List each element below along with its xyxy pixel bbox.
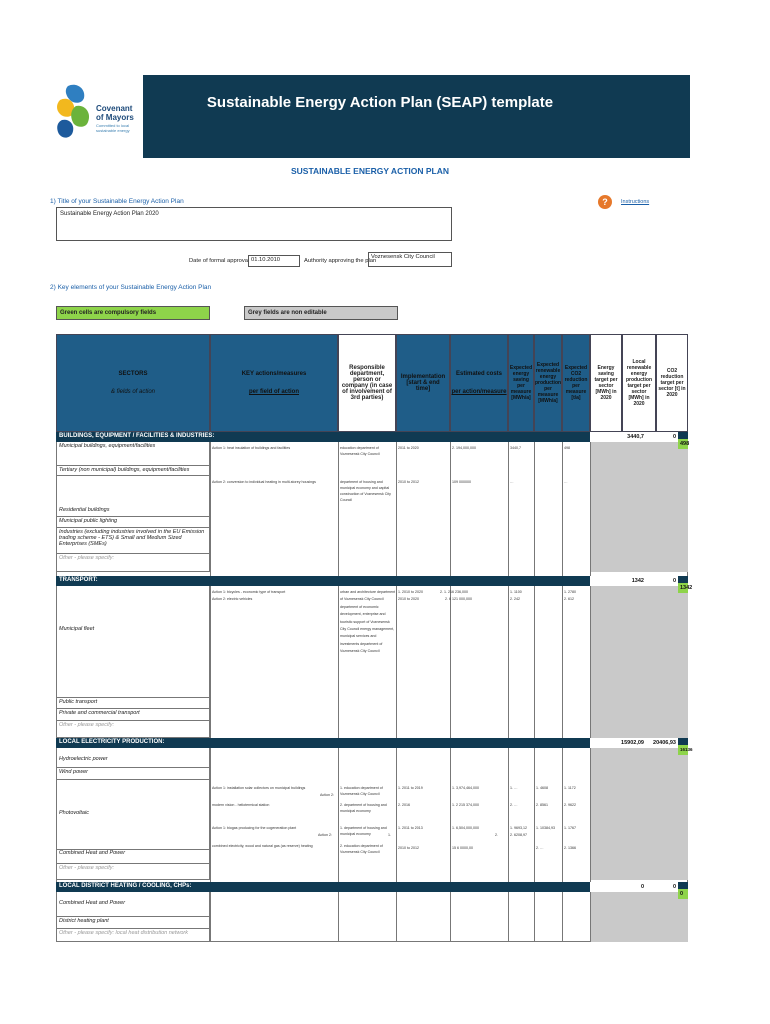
help-button[interactable]: ? <box>598 195 612 209</box>
grey-target-transport <box>590 586 688 738</box>
transport-co2-1[interactable]: 1. 2780 <box>564 590 576 594</box>
electricity-resp2[interactable]: 2. department of housing and municipal economy <box>340 803 387 813</box>
section-heating-title: LOCAL DISTRICT HEATING / COOLING, CHPs: <box>59 883 192 889</box>
electricity-cost2[interactable]: 1. 2 215 374,000 <box>452 803 479 807</box>
transport-saving-total: 1342 <box>590 576 646 586</box>
transport-saving1[interactable]: 1. 1100 <box>510 590 522 594</box>
col-divider <box>338 432 339 942</box>
logo-wordmark: Covenant of Mayors <box>96 104 134 122</box>
row-hydroelectric[interactable]: Hydroelectric power <box>56 748 210 768</box>
section-transport <box>56 576 693 591</box>
header-per-field-text: per field of action <box>248 389 299 395</box>
date-approval-label: Date of formal approval <box>189 258 250 264</box>
electricity-cost3b[interactable]: 2. <box>495 833 498 837</box>
header-implementation: Implementation [start & end time] <box>396 334 450 432</box>
col-divider <box>590 432 591 942</box>
electricity-saving4[interactable]: 2. … <box>536 846 544 850</box>
header-sectors <box>56 334 210 432</box>
buildings-saving1[interactable]: 3440,7 <box>510 446 521 450</box>
electricity-resp3b[interactable]: 1. <box>388 833 391 837</box>
buildings-cost1[interactable]: 2. 194,000,000 <box>452 446 476 450</box>
buildings-resp1[interactable]: education department of Voznesensk City Council <box>340 446 380 456</box>
heating-co2-total: 0 <box>678 889 688 899</box>
grey-target-buildings <box>590 442 688 572</box>
electricity-cost1[interactable]: 1. 3,974,464,000 <box>452 786 479 790</box>
transport-resp[interactable]: urban and architecture department of Voznesensk City Council department of economic development, enterprise and touristic support of Voznesensk City Council energy management, municipal services and investments department of Voznesensk City Council <box>340 590 396 654</box>
transport-co2-2[interactable]: 2. 612 <box>564 597 574 601</box>
col-divider <box>396 432 397 942</box>
section-buildings-title: BUILDINGS, EQUIPMENT / FACILITIES & INDUSTRIES: <box>59 433 215 439</box>
heating-prod-total: 0 <box>646 882 678 892</box>
buildings-co2-2[interactable]: … <box>564 480 568 484</box>
row-district-heating[interactable]: District heating plant <box>56 917 210 929</box>
transport-cost1[interactable]: 2. 1. 216 236,000 <box>440 590 468 594</box>
header-key-actions <box>210 334 338 432</box>
row-residential-buildings[interactable]: Residential buildings <box>56 476 210 517</box>
col-divider <box>562 432 563 942</box>
header-costs-sub-text: per action/measure <box>451 389 507 395</box>
row-industries[interactable]: Industries (excluding industries involved in the EU Emission trading scheme - ETS) & Small and Medium Sized Enterprises (SMEs) <box>56 528 210 554</box>
authority-label: Authority approving the plan <box>304 258 377 264</box>
col-divider <box>508 432 509 942</box>
row-chp[interactable]: Combined Heat and Power <box>56 820 210 864</box>
heating-saving-total: 0 <box>590 882 646 892</box>
plan-title-field[interactable]: Sustainable Energy Action Plan 2020 <box>56 207 452 241</box>
row-municipal-fleet[interactable]: Municipal fleet <box>56 586 210 698</box>
row-heating-other[interactable]: Other - please specify: local heat distribution network <box>56 929 210 942</box>
section-electricity <box>56 738 693 752</box>
header-sectors-text: SECTORS <box>118 371 148 377</box>
transport-impl2[interactable]: 2010 to 2020 <box>398 597 419 601</box>
transport-co2-total: 1342 <box>680 585 693 591</box>
header-saving: Expected energy saving per measure [MWh/a] <box>508 334 534 432</box>
instructions-link[interactable]: Instructions <box>621 199 650 205</box>
header-costs <box>450 334 508 432</box>
electricity-action3b[interactable]: Action 2: <box>318 833 332 837</box>
electricity-action4[interactable]: combined electricity, wood and natural gas (as reserve) heating <box>212 844 313 848</box>
legend-green-cells: Green cells are compulsory fields <box>56 306 210 320</box>
row-transport-other[interactable]: Other - please specify: <box>56 721 210 738</box>
header-costs-text: Estimated costs <box>455 371 503 377</box>
buildings-saving2[interactable]: … <box>510 480 514 484</box>
header-banner <box>48 75 690 158</box>
electricity-resp3[interactable]: 1. department of housing and municipal economy <box>340 826 387 836</box>
legend-grey-cells: Grey fields are non editable <box>244 306 398 320</box>
banner-title: Sustainable Energy Action Plan (SEAP) template <box>206 94 554 111</box>
electricity-co2-2[interactable]: 2. 9622 <box>564 803 576 807</box>
electricity-saving-total: 15902,09 <box>590 738 646 748</box>
section2-label: 2) Key elements of your Sustainable Energy Action Plan <box>50 284 212 291</box>
electricity-cost3[interactable]: 1. 6,504,000,000 <box>452 826 479 830</box>
header-co2: Expected CO2 reduction per measure [t/a] <box>562 334 590 432</box>
electricity-prod2[interactable]: 2. 8561 <box>536 803 548 807</box>
buildings-resp2[interactable]: department of housing and municipal economy and capital construction of Voznesensk City Council <box>340 480 391 502</box>
header-fields-text: & fields of action <box>110 389 156 395</box>
electricity-impl1[interactable]: 1. 2011 to 2019 <box>398 786 423 790</box>
electricity-action1[interactable]: Action 1: installation solar collectors on municipal buildings <box>212 786 306 790</box>
authority-field[interactable]: Voznesensk City Council <box>368 252 452 267</box>
transport-action2[interactable]: Action 2: electric vehicles <box>212 597 253 601</box>
electricity-saving3b[interactable]: 2. 6208,97 <box>510 833 527 837</box>
electricity-co2-3[interactable]: 1. 1767 <box>564 826 576 830</box>
section-transport-title: TRANSPORT: <box>59 577 98 583</box>
buildings-saving-total: 3440,7 <box>590 432 646 442</box>
buildings-co2-total: 498 <box>680 441 690 447</box>
electricity-prod-total: 20406,93 <box>646 738 678 748</box>
row-municipal-buildings[interactable]: Municipal buildings, equipment/facilities <box>56 442 210 466</box>
col-divider <box>450 432 451 942</box>
electricity-saving2[interactable]: 2. … <box>510 803 518 807</box>
row-buildings-other[interactable]: Other - please specify: <box>56 554 210 572</box>
electricity-co2-total: 16136 <box>678 745 688 755</box>
header-co2-target: CO2 reduction target per sector [t] in 2020 <box>656 334 688 432</box>
buildings-action2[interactable]: Action 2: conversion to individual heating in multi-storey housings <box>212 480 316 484</box>
header-production: Expected renewable energy production per measure [MWh/a] <box>534 334 562 432</box>
header-saving-target: Energy saving target per sector [MWh] in 2020 <box>590 334 622 432</box>
header-prod-target: Local renewable energy production target per sector [MWh] in 2020 <box>622 334 656 432</box>
electricity-co2-4[interactable]: 2. 1366 <box>564 846 576 850</box>
section1-label: 1) Title of your Sustainable Energy Action Plan <box>50 198 184 205</box>
row-electricity-other[interactable]: Other - please specify: <box>56 864 210 880</box>
col-divider <box>534 432 535 942</box>
header-responsible: Responsible department, person or company (in case of involvement of 3rd parties) <box>338 334 396 432</box>
electricity-co2-1[interactable]: 1. 1172 <box>564 786 576 790</box>
electricity-prod3[interactable]: 1. 10384,93 <box>536 826 555 830</box>
row-heating-chp[interactable]: Combined Heat and Power <box>56 892 210 917</box>
buildings-prod-total: 0 <box>646 432 678 442</box>
electricity-impl4[interactable]: 2010 to 2012 <box>398 846 419 850</box>
electricity-saving3[interactable]: 1. 9693,12 <box>510 826 527 830</box>
logo-tagline: Committed to local sustainable energy <box>96 123 130 133</box>
transport-action1[interactable]: Action 1: bicycles - economic type of transport <box>212 590 286 594</box>
transport-prod-total: 0 <box>646 576 678 586</box>
buildings-co2-1[interactable]: 498 <box>564 446 570 450</box>
electricity-saving1[interactable]: 1. … <box>510 786 518 790</box>
header-key-actions-text: KEY actions/measures <box>241 371 307 377</box>
row-private-transport[interactable]: Private and commercial transport <box>56 709 210 721</box>
row-photovoltaic[interactable]: Photovoltaic <box>56 780 210 850</box>
electricity-impl3[interactable]: 1. 2011 to 2013 <box>398 826 423 830</box>
electricity-cost4[interactable]: 15 6 0000,00 <box>452 846 473 850</box>
electricity-action2[interactable]: modern vision - heliotermical station <box>212 803 270 807</box>
covenant-logo-icon <box>54 82 94 140</box>
buildings-cost2[interactable]: 109 000000 <box>452 480 471 484</box>
col-divider <box>210 432 211 942</box>
electricity-impl2[interactable]: 2. 2016 <box>398 803 410 807</box>
plan-title: SUSTAINABLE ENERGY ACTION PLAN <box>290 166 450 176</box>
buildings-action1[interactable]: Action 1: heat insulation of buildings and facilities <box>212 446 291 450</box>
section-electricity-title: LOCAL ELECTRICITY PRODUCTION: <box>59 739 165 745</box>
date-approval-field[interactable]: 01.10.2010 <box>248 255 300 267</box>
row-wind[interactable]: Wind power <box>56 768 210 780</box>
transport-saving2[interactable]: 2. 242 <box>510 597 520 601</box>
electricity-action1b[interactable]: Action 2: <box>320 793 334 797</box>
grey-target-heating <box>590 892 688 942</box>
transport-impl1[interactable]: 1. 2010 to 2020 <box>398 590 423 594</box>
row-public-transport[interactable]: Public transport <box>56 698 210 709</box>
grey-target-electricity <box>590 748 688 880</box>
electricity-resp1[interactable]: 1. education department of Voznesensk City Council <box>340 786 383 796</box>
electricity-prod1[interactable]: 1. 4608 <box>536 786 548 790</box>
electricity-action3[interactable]: Action 1: biogas producing for the cogeneration plant <box>212 826 297 830</box>
buildings-impl1[interactable]: 2011 to 2020 <box>398 446 419 450</box>
section-heating <box>56 882 688 897</box>
transport-cost2[interactable]: 2. 6 121 000,000 <box>445 597 472 601</box>
row-tertiary-buildings[interactable]: Tertiary (non municipal) buildings, equipment/facilities <box>56 466 210 476</box>
electricity-resp4[interactable]: 2. education department of Voznesensk City Council <box>340 844 383 854</box>
buildings-impl2[interactable]: 2010 to 2012 <box>398 480 419 484</box>
row-public-lighting[interactable]: Municipal public lighting <box>56 517 210 528</box>
